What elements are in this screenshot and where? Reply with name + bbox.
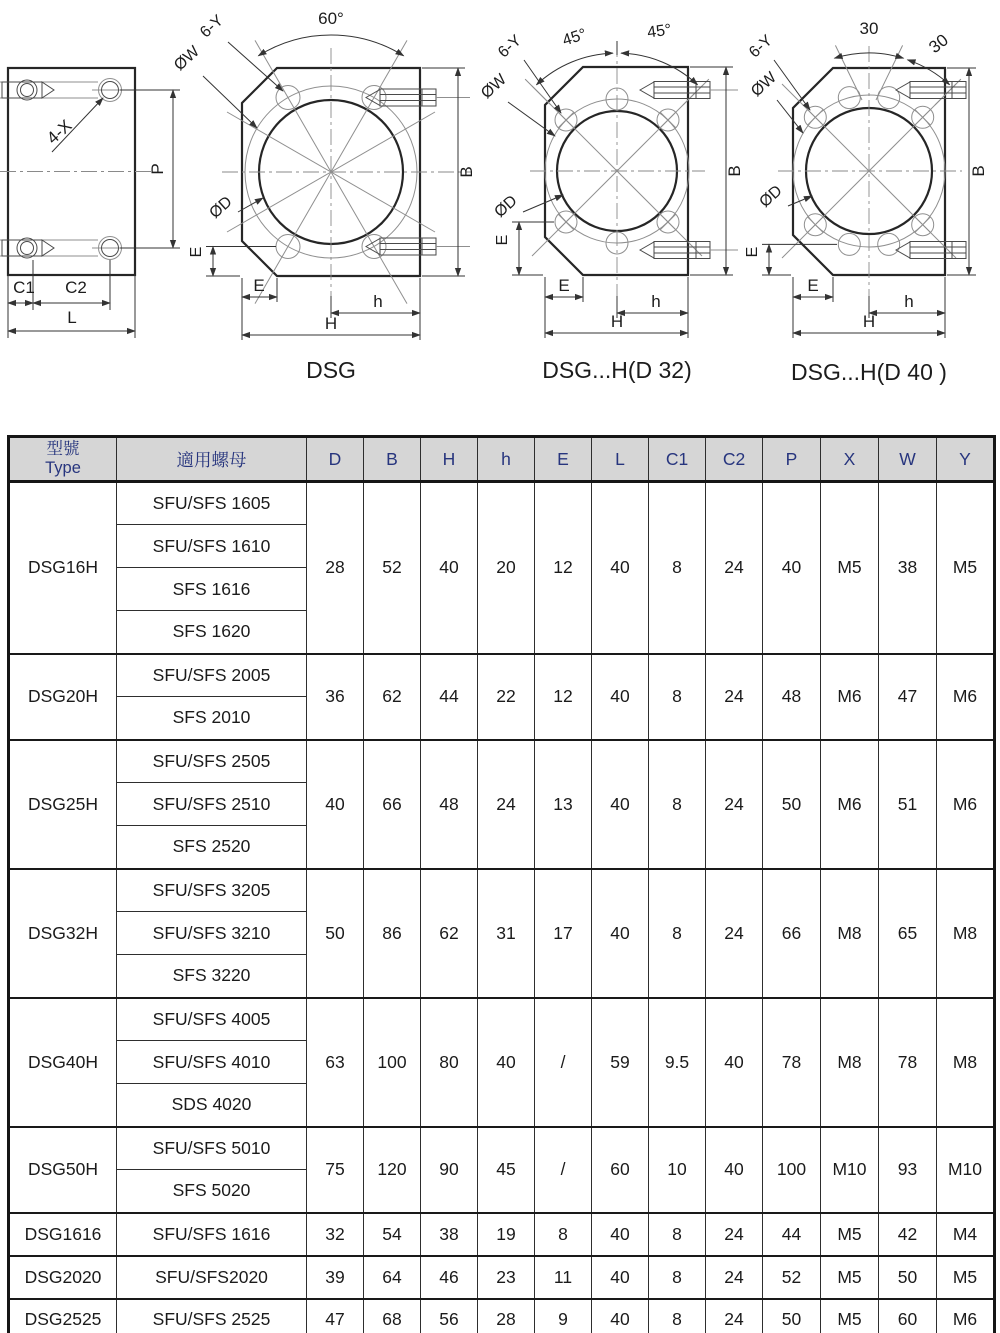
dim-cell: 62 xyxy=(421,869,478,998)
dim-cell: 51 xyxy=(879,740,937,869)
view-title: DSG...H(D 40 ) xyxy=(791,359,947,385)
dim-cell: 100 xyxy=(364,998,421,1127)
leader-line xyxy=(508,102,555,136)
crossed-hole-icon xyxy=(657,211,679,233)
set-screw-icon xyxy=(2,80,54,100)
dim-cell: 8 xyxy=(649,482,706,654)
dim-cell: 75 xyxy=(307,1127,364,1213)
table-row xyxy=(9,654,995,697)
dim-cell: 40 xyxy=(592,1299,649,1333)
view-side xyxy=(0,68,180,338)
dim-b xyxy=(947,68,988,275)
dim-cell: 56 xyxy=(421,1299,478,1333)
svg-text:C1: C1 xyxy=(13,278,35,297)
dim-cell: 9.5 xyxy=(649,998,706,1127)
nut-cell: SFS 2520 xyxy=(117,826,307,869)
svg-text:E: E xyxy=(558,276,570,295)
dim-e-h-H xyxy=(793,276,945,338)
dim-cell: 24 xyxy=(706,482,763,654)
dim-cell: M8 xyxy=(821,998,879,1127)
dim-cell: 38 xyxy=(421,1213,478,1256)
dim-cell: M8 xyxy=(937,998,995,1127)
dim-cell: 38 xyxy=(879,482,937,654)
label-od: ØD xyxy=(206,193,236,223)
svg-text:H: H xyxy=(610,312,624,331)
set-screw-icon xyxy=(366,238,436,255)
dim-cell: 9 xyxy=(535,1299,592,1333)
dim-cell: 78 xyxy=(763,998,821,1127)
dim-cell: 40 xyxy=(592,740,649,869)
crossed-hole-icon xyxy=(657,109,679,131)
hidden-lines xyxy=(0,82,152,256)
nut-cell: SFS 5020 xyxy=(117,1170,307,1213)
table-row xyxy=(9,1256,995,1299)
svg-text:45°: 45° xyxy=(646,21,673,42)
dim-cell: 40 xyxy=(421,482,478,654)
dim-cell: 17 xyxy=(535,869,592,998)
nut-cell: SFU/SFS 5010 xyxy=(117,1127,307,1170)
label-od: ØD xyxy=(756,182,786,212)
leader-line xyxy=(777,100,803,133)
dim-cell: 68 xyxy=(364,1299,421,1333)
dim-p xyxy=(120,90,180,248)
set-screw-icon xyxy=(366,89,436,106)
dim-cell: 8 xyxy=(535,1213,592,1256)
svg-text:E: E xyxy=(744,246,761,258)
dim-cell: 20 xyxy=(478,482,535,654)
dim-cell: 60 xyxy=(879,1299,937,1333)
type-header xyxy=(9,437,117,482)
svg-text:B: B xyxy=(969,165,988,177)
nut-cell: SFU/SFS2020 xyxy=(117,1256,307,1299)
dim-cell: 8 xyxy=(649,869,706,998)
dim-cell: 40 xyxy=(592,1256,649,1299)
dim-cell: 86 xyxy=(364,869,421,998)
dim-cell: 50 xyxy=(307,869,364,998)
dim-cell: 28 xyxy=(478,1299,535,1333)
dim-cell: 11 xyxy=(535,1256,592,1299)
dim-cell: 42 xyxy=(879,1213,937,1256)
dim-cell: M5 xyxy=(821,1299,879,1333)
dim-cell: 66 xyxy=(763,869,821,998)
dim-cell: M4 xyxy=(937,1213,995,1256)
leader-line xyxy=(228,42,283,91)
dim-cell: 8 xyxy=(649,654,706,740)
dim-cell: 8 xyxy=(649,1299,706,1333)
nut-cell: SFU/SFS 2505 xyxy=(117,740,307,783)
table-row xyxy=(9,1127,995,1170)
dim-cell: 47 xyxy=(307,1299,364,1333)
dim-cell: 50 xyxy=(763,1299,821,1333)
technical-drawings xyxy=(0,0,1000,424)
dim-cell: 24 xyxy=(706,1256,763,1299)
dim-cell: 66 xyxy=(364,740,421,869)
dim-cell: 48 xyxy=(763,654,821,740)
svg-text:E: E xyxy=(253,276,265,295)
nut-cell: SFU/SFS 2510 xyxy=(117,783,307,826)
dim-cell: 8 xyxy=(649,1213,706,1256)
col-header: Y xyxy=(937,437,995,482)
dim-cell: 64 xyxy=(364,1256,421,1299)
dim-cell: 50 xyxy=(879,1256,937,1299)
dim-cell: / xyxy=(535,1127,592,1213)
dim-cell: 24 xyxy=(706,1299,763,1333)
dim-cell: 60 xyxy=(592,1127,649,1213)
table-row xyxy=(9,1213,995,1256)
nut-cell: SFU/SFS 1610 xyxy=(117,525,307,568)
label-ow: ØW xyxy=(748,69,780,101)
type-cell: DSG25H xyxy=(9,740,117,869)
nut-cell: SFS 1620 xyxy=(117,611,307,654)
nut-cell: SFU/SFS 4005 xyxy=(117,998,307,1041)
type-cell: DSG2020 xyxy=(9,1256,117,1299)
dim-cell: 24 xyxy=(706,1213,763,1256)
table-row xyxy=(9,740,995,783)
view-title: DSG...H(D 32) xyxy=(542,357,692,383)
dim-cell: 22 xyxy=(478,654,535,740)
table-row xyxy=(9,869,995,912)
dim-cell: 8 xyxy=(649,1256,706,1299)
view-d32 xyxy=(478,21,744,383)
col-header: B xyxy=(364,437,421,482)
dim-cell: 24 xyxy=(478,740,535,869)
dim-cell: 40 xyxy=(307,740,364,869)
svg-text:C2: C2 xyxy=(65,278,87,297)
nut-cell: SDS 4020 xyxy=(117,1084,307,1127)
dim-cell: 40 xyxy=(592,482,649,654)
nut-cell: SFU/SFS 2525 xyxy=(117,1299,307,1333)
dim-cell: 13 xyxy=(535,740,592,869)
dim-cell: 24 xyxy=(706,654,763,740)
svg-text:30: 30 xyxy=(859,19,879,38)
dim-cell: 19 xyxy=(478,1213,535,1256)
nut-cell: SFS 2010 xyxy=(117,697,307,740)
label-od: ØD xyxy=(491,192,521,222)
dim-cell: 52 xyxy=(364,482,421,654)
dim-cell: 36 xyxy=(307,654,364,740)
dim-cell: 40 xyxy=(763,482,821,654)
table-row xyxy=(9,998,995,1041)
type-cell: DSG32H xyxy=(9,869,117,998)
dim-cell: M10 xyxy=(821,1127,879,1213)
dim-cell: 28 xyxy=(307,482,364,654)
dim-cell: 39 xyxy=(307,1256,364,1299)
dim-cell: 40 xyxy=(592,654,649,740)
nut-header: 適用螺母 xyxy=(117,437,307,482)
view-title: DSG xyxy=(306,357,356,383)
dim-cell: 100 xyxy=(763,1127,821,1213)
leader-line xyxy=(788,196,812,206)
leader-line xyxy=(524,60,561,113)
dim-cell: 48 xyxy=(421,740,478,869)
dim-angle xyxy=(835,19,952,85)
type-cell: DSG50H xyxy=(9,1127,117,1213)
dim-cell: M10 xyxy=(937,1127,995,1213)
leader-line xyxy=(203,76,257,128)
svg-text:B: B xyxy=(725,165,744,177)
set-screw-icon xyxy=(640,82,710,99)
svg-text:H: H xyxy=(324,314,338,333)
crossed-hole-icon xyxy=(804,214,826,236)
dim-cell: 59 xyxy=(592,998,649,1127)
col-header: X xyxy=(821,437,879,482)
dim-cell: 63 xyxy=(307,998,364,1127)
crossed-hole-icon xyxy=(912,106,934,128)
dim-cell: 80 xyxy=(421,998,478,1127)
svg-text:L: L xyxy=(67,308,77,327)
type-cell: DSG20H xyxy=(9,654,117,740)
dim-cell: M5 xyxy=(937,482,995,654)
dim-cell: M8 xyxy=(821,869,879,998)
dim-cell: 12 xyxy=(535,654,592,740)
col-header: D xyxy=(307,437,364,482)
leader-line xyxy=(523,195,563,212)
nut-cell: SFU/SFS 1605 xyxy=(117,482,307,525)
svg-text:h: h xyxy=(651,292,661,311)
svg-text:H: H xyxy=(862,312,876,331)
dim-cell: 62 xyxy=(364,654,421,740)
dim-cell: 32 xyxy=(307,1213,364,1256)
dim-cell: 24 xyxy=(706,869,763,998)
set-screw-icon xyxy=(2,238,54,258)
svg-text:h: h xyxy=(904,292,914,311)
col-header: h xyxy=(478,437,535,482)
nut-cell: SFU/SFS 3205 xyxy=(117,869,307,912)
svg-text:B: B xyxy=(457,166,476,178)
crossed-hole-icon xyxy=(555,109,577,131)
dim-cell: 65 xyxy=(879,869,937,998)
dim-cell: 47 xyxy=(879,654,937,740)
type-header-en: Type xyxy=(45,459,81,477)
col-header: C2 xyxy=(706,437,763,482)
label-6y: 6-Y xyxy=(495,32,525,62)
crossed-hole-icon xyxy=(912,214,934,236)
dim-cell: 52 xyxy=(763,1256,821,1299)
view-d40 xyxy=(744,19,988,385)
nut-cell: SFU/SFS 1616 xyxy=(117,1213,307,1256)
header-row xyxy=(9,437,995,482)
dim-cell: M6 xyxy=(937,654,995,740)
col-header: L xyxy=(592,437,649,482)
type-cell: DSG40H xyxy=(9,998,117,1127)
type-cell: DSG1616 xyxy=(9,1213,117,1256)
dim-cell: M5 xyxy=(821,1213,879,1256)
spec-table xyxy=(7,435,996,1333)
dim-cell: 24 xyxy=(706,740,763,869)
dim-cell: 90 xyxy=(421,1127,478,1213)
dim-cell: M6 xyxy=(821,654,879,740)
dim-cell: 54 xyxy=(364,1213,421,1256)
dim-cell: 40 xyxy=(592,1213,649,1256)
dim-cell: 45 xyxy=(478,1127,535,1213)
dim-cell: M6 xyxy=(821,740,879,869)
col-header: W xyxy=(879,437,937,482)
dim-cell: M5 xyxy=(821,482,879,654)
dim-cell: M5 xyxy=(937,1256,995,1299)
svg-text:h: h xyxy=(373,292,383,311)
dim-cell: 40 xyxy=(478,998,535,1127)
crossed-hole-icon xyxy=(804,106,826,128)
svg-text:E: E xyxy=(807,276,819,295)
table-row xyxy=(9,1299,995,1333)
col-header: H xyxy=(421,437,478,482)
label-ow: ØW xyxy=(478,71,510,103)
crossed-hole-icon xyxy=(555,211,577,233)
dim-cell: / xyxy=(535,998,592,1127)
dim-cell: 8 xyxy=(649,740,706,869)
dim-cell: 40 xyxy=(706,998,763,1127)
center-lines xyxy=(222,40,472,303)
type-cell: DSG2525 xyxy=(9,1299,117,1333)
dim-cell: 44 xyxy=(421,654,478,740)
svg-text:60°: 60° xyxy=(318,9,344,28)
dim-cell: 31 xyxy=(478,869,535,998)
svg-text:P: P xyxy=(148,163,167,175)
dim-cell: 44 xyxy=(763,1213,821,1256)
set-screw-icon xyxy=(640,242,710,259)
nut-cell: SFU/SFS 3210 xyxy=(117,912,307,955)
svg-text:45°: 45° xyxy=(560,25,589,50)
dim-cell: 93 xyxy=(879,1127,937,1213)
type-cell: DSG16H xyxy=(9,482,117,654)
svg-text:E: E xyxy=(494,234,511,246)
label-6y: 6-Y xyxy=(746,32,776,62)
svg-text:E: E xyxy=(188,246,205,258)
label-ow: ØW xyxy=(171,43,203,75)
dim-cell: 46 xyxy=(421,1256,478,1299)
dim-e-h-H xyxy=(545,276,688,338)
dim-cell: 78 xyxy=(879,998,937,1127)
col-header: C1 xyxy=(649,437,706,482)
label-4x: 4-X xyxy=(43,115,76,148)
table-row xyxy=(9,482,995,525)
dim-cell: 12 xyxy=(535,482,592,654)
dim-cell: M6 xyxy=(937,1299,995,1333)
col-header: P xyxy=(763,437,821,482)
dim-cell: 23 xyxy=(478,1256,535,1299)
dim-c1-c2-l xyxy=(8,260,135,338)
nut-cell: SFS 1616 xyxy=(117,568,307,611)
svg-text:30: 30 xyxy=(925,30,952,57)
view-dsg xyxy=(171,9,476,383)
nut-cell: SFU/SFS 4010 xyxy=(117,1041,307,1084)
dim-cell: M5 xyxy=(821,1256,879,1299)
dim-cell: 120 xyxy=(364,1127,421,1213)
dim-cell: M6 xyxy=(937,740,995,869)
nut-cell: SFU/SFS 2005 xyxy=(117,654,307,697)
dim-cell: 40 xyxy=(592,869,649,998)
label-6y: 6-Y xyxy=(197,12,227,42)
center-lines xyxy=(525,41,709,296)
dim-cell: 50 xyxy=(763,740,821,869)
dim-cell: 10 xyxy=(649,1127,706,1213)
type-header-zh: 型號 xyxy=(46,440,80,459)
nut-cell: SFS 3220 xyxy=(117,955,307,998)
dim-cell: 40 xyxy=(706,1127,763,1213)
dim-cell: M8 xyxy=(937,869,995,998)
col-header: E xyxy=(535,437,592,482)
set-screw-icon xyxy=(896,242,966,259)
